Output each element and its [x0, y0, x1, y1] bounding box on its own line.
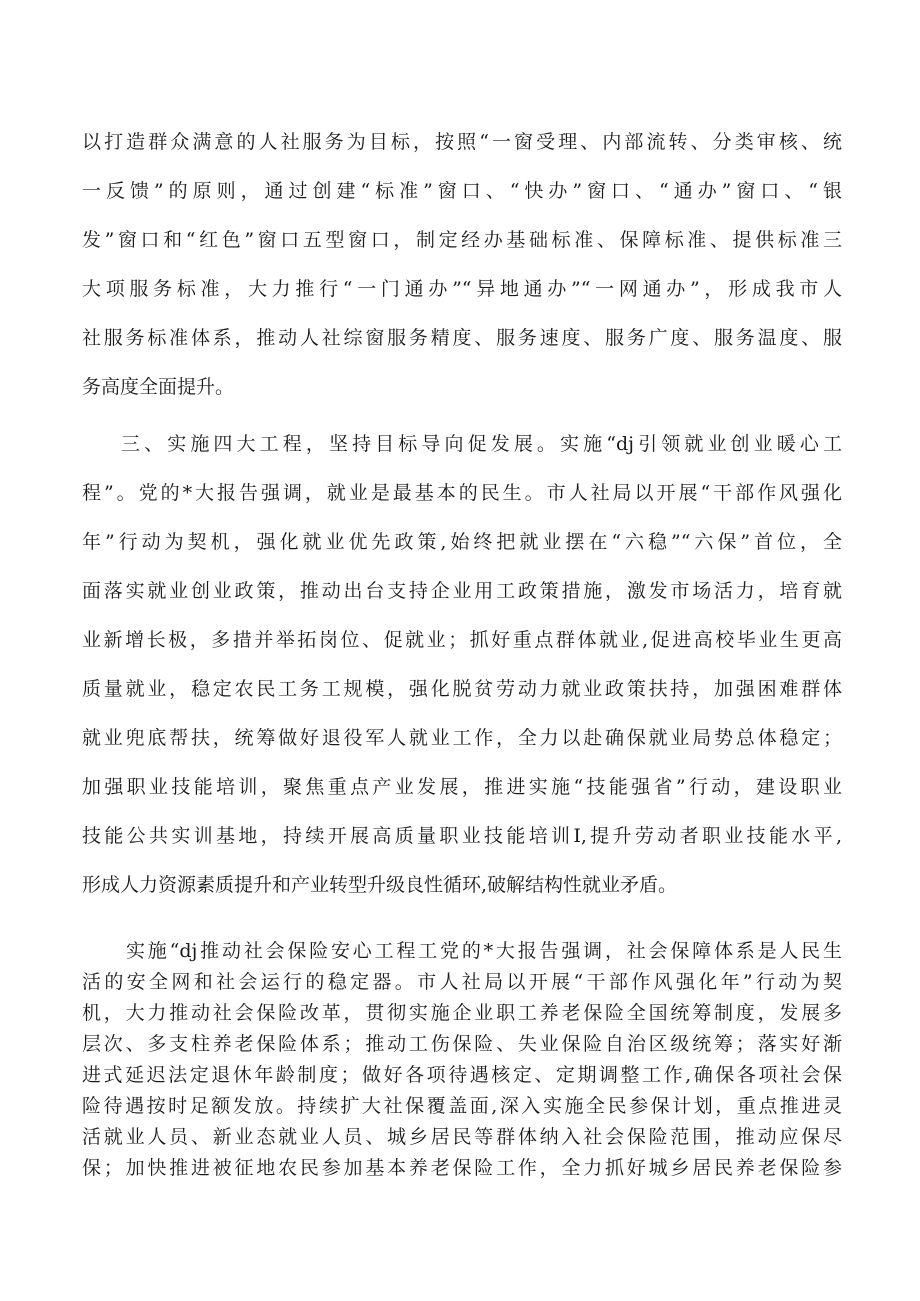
text-line: 技能公共实训基地，持续开展高质量职业技能培训I,提升劳动者职业技能水平,	[82, 825, 842, 847]
text-line: 三、实施四大工程，坚持目标导向促发展。实施“dj引领就业创业暖心工	[121, 433, 842, 455]
text-line: 活的安全网和社会运行的稳定器。市人社局以开展“干部作风强化年”行动为契	[82, 971, 842, 993]
text-line: 务高度全面提升。	[82, 376, 235, 398]
text-line: 一反馈”的原则，通过创建“标准”窗口、“快办”窗口、“通办”窗口、“银	[82, 180, 842, 202]
text-line: 程”。党的*大报告强调，就业是最基本的民生。市人社局以开展“干部作风强化	[82, 482, 842, 504]
text-line: 质量就业，稳定农民工务工规模，强化脱贫劳动力就业政策扶持，加强困难群体	[82, 678, 842, 700]
text-line: 保；加快推进被征地农民参加基本养老保险工作，全力抓好城乡居民养老保险参	[82, 1157, 842, 1179]
text-line: 进式延迟法定退休年龄制度；做好各项待遇核定、定期调整工作,确保各项社会保	[82, 1064, 842, 1086]
text-line: 年”行动为契机，强化就业优先政策,始终把就业摆在“六稳”“六保”首位，全	[82, 531, 842, 553]
text-line: 活就业人员、新业态就业人员、城乡居民等群体纳入社会保险范围，推动应保尽	[82, 1126, 842, 1148]
text-line: 形成人力资源素质提升和产业转型升级良性循环,破解结构性就业矛盾。	[82, 874, 678, 896]
text-line: 大项服务标准，大力推行“一门通办”“异地通办”“一网通办”，形成我市人	[82, 278, 842, 300]
text-line: 就业兜底帮扶，统筹做好退役军人就业工作，全力以赴确保就业局势总体稳定；	[82, 727, 842, 749]
text-line: 层次、多支柱养老保险体系；推动工伤保险、失业保险自治区级统筹；落实好渐	[82, 1033, 842, 1055]
text-line: 加强职业技能培训，聚焦重点产业发展，推进实施“技能强省”行动，建设职业	[82, 776, 842, 798]
text-line: 社服务标准体系，推动人社综窗服务精度、服务速度、服务广度、服务温度、服	[82, 327, 842, 349]
text-line: 业新增长极，多措并举拓岗位、促就业；抓好重点群体就业,促进高校毕业生更高	[82, 629, 842, 651]
text-line: 面落实就业创业政策，推动出台支持企业用工政策措施，激发市场活力，培育就	[82, 580, 842, 602]
text-line: 机，大力推动社会保险改革，贯彻实施企业职工养老保险全国统筹制度，发展多	[82, 1002, 842, 1024]
text-line: 实施“dj推动社会保险安心工程工党的*大报告强调，社会保障体系是人民生	[126, 940, 842, 962]
text-line: 险待遇按时足额发放。持续扩大社保覆盖面,深入实施全民参保计划，重点推进灵	[82, 1095, 842, 1117]
text-line: 以打造群众满意的人社服务为目标，按照“一窗受理、内部流转、分类审核、统	[82, 131, 842, 153]
text-line: 发”窗口和“红色”窗口五型窗口，制定经办基础标准、保障标准、提供标准三	[82, 229, 842, 251]
